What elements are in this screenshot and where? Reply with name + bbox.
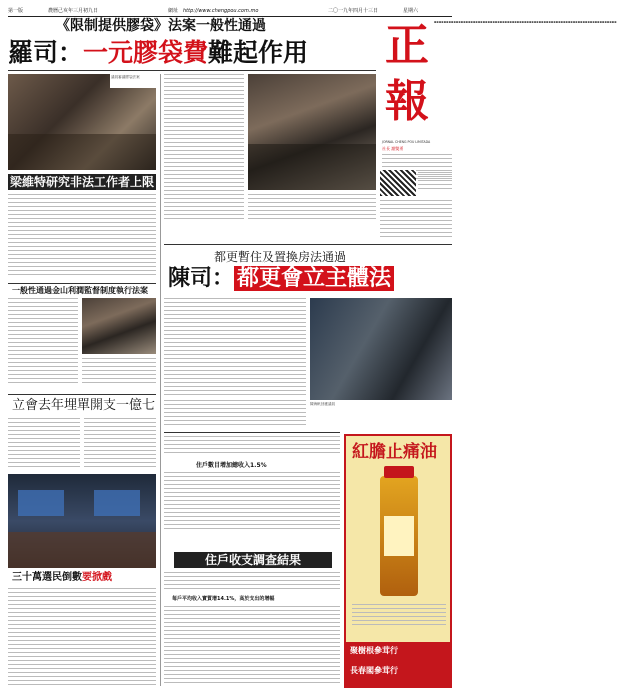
story3-photo (82, 298, 156, 354)
story3-headline: 一般性通過金山利潤監督制度執行法案 (12, 286, 148, 295)
story5-body (8, 588, 156, 688)
story6-headline-part-a: 陳司： (168, 266, 235, 291)
story4-body-2 (84, 418, 156, 470)
top-bar (8, 8, 452, 17)
lead-headline-part-a: 羅司： (8, 38, 84, 67)
story6-headline (168, 266, 394, 292)
story6-photo (310, 298, 452, 400)
lead-headline-part-c: 難起作用 (208, 38, 309, 67)
page-number: 第一版 (8, 8, 24, 14)
story6-kicker: 都更暫住及置換房法通過 (214, 250, 347, 264)
lead-body-2 (248, 194, 376, 224)
story2-headline: 梁維特研究非法工作者上限 (9, 175, 154, 189)
masthead-notes: ▪▪▪▪▪▪▪▪▪▪▪▪▪▪▪▪▪▪▪▪▪▪▪▪▪▪▪▪▪▪▪▪▪▪▪▪▪▪▪▪▪▪▪▪▪▪▪▪▪▪▪▪▪▪▪▪▪▪▪▪▪▪▪▪▪▪▪▪▪▪▪▪▪▪▪ (434, 20, 617, 24)
lead-headline-part-b: 一元膠袋費 (83, 38, 209, 67)
gregorian-date: 二〇一九年四月十三日 (328, 8, 379, 14)
lead-main-photo (248, 74, 376, 190)
logo-char-top: 正 (385, 20, 429, 71)
lead-body (164, 74, 244, 224)
story4-body (8, 418, 80, 470)
masthead (380, 18, 617, 188)
story6-caption: 陳海帆回應議員 (310, 402, 336, 406)
story7-sub1: 住戶數目增加總收入1.5% (196, 462, 267, 469)
story5-headline-part-b: 要掀戲 (82, 572, 112, 583)
masthead-logo (382, 18, 432, 138)
story7-headline: 住戶收支調查結果 (174, 552, 332, 568)
story4-headline: 立會去年埋單開支一億七 (12, 398, 156, 413)
story7-body-3 (164, 606, 340, 688)
story7-sub2: 每戶平均收入實質增14.1%，高於支出的增幅 (172, 596, 275, 602)
lead-photo-caption: 議員審議膠袋法案 (110, 74, 158, 88)
story7-body-2 (164, 572, 340, 594)
lead-headline (8, 38, 308, 68)
story2-body (8, 194, 156, 280)
story6-body-2 (164, 400, 306, 430)
ad-title: 紅膽止痛油 (352, 442, 437, 462)
ad-shop-2: 長春閣參茸行 (350, 666, 398, 675)
story6-headline-part-b: 都更會立主體法 (234, 266, 394, 291)
story5-photo (8, 474, 156, 568)
story3-body-2 (82, 358, 156, 390)
lead-kicker: 《限制提供膠袋》法案一般性通過 (56, 18, 266, 34)
ad-footer (346, 642, 450, 686)
lunar-date: 農曆己亥年三月初九日 (48, 8, 99, 14)
lead-photo (8, 74, 156, 170)
story5-headline-part-a: 三十萬選民倒數 (12, 572, 82, 583)
story6-body (164, 298, 306, 398)
ad-shop-1: 聚樹根參茸行 (350, 646, 398, 655)
story3-body (8, 298, 78, 390)
qr-code-icon[interactable] (380, 170, 416, 196)
ad-text (352, 604, 446, 640)
story7-body (164, 472, 340, 532)
site-label: 網址 (168, 8, 179, 14)
masthead-english: JORNAL CHENG POU LIMITADA (382, 140, 431, 144)
masthead-subtitle: 社長 謝雙勇 (382, 146, 404, 151)
story5-headline (12, 572, 112, 584)
ad-product-bottle (380, 476, 418, 596)
qr-notes (418, 172, 452, 196)
site-url[interactable]: http://www.chengpou.com.mo (183, 8, 259, 14)
advertisement[interactable] (344, 434, 452, 688)
story7-lead (164, 436, 340, 460)
logo-char-bottom: 報 (385, 76, 429, 127)
lead-body-3 (380, 200, 452, 240)
weekday: 星期六 (403, 8, 419, 14)
